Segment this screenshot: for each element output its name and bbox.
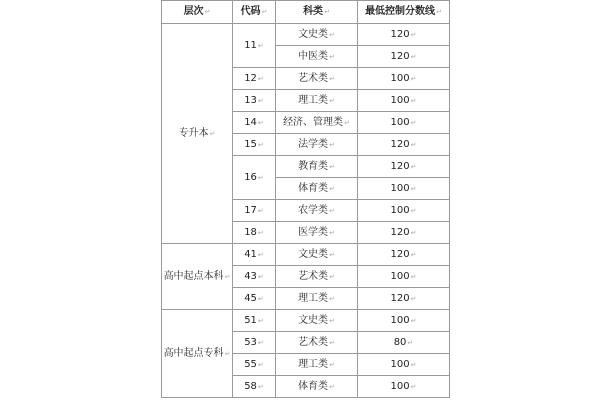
code-cell <box>233 266 276 288</box>
score-cell-text: 100 <box>390 94 410 106</box>
paragraph-mark-icon: ↵ <box>329 96 335 105</box>
paragraph-mark-icon: ↵ <box>329 30 335 39</box>
paragraph-mark-icon: ↵ <box>329 184 335 193</box>
paragraph-mark-icon: ↵ <box>257 228 264 237</box>
paragraph-mark-icon: ↵ <box>224 349 231 358</box>
score-cell-text: 120 <box>390 138 410 150</box>
score-cell-text: 100 <box>390 314 410 326</box>
code-cell <box>233 310 276 332</box>
score-cell <box>358 376 450 398</box>
code-cell-text: 14 <box>244 116 257 128</box>
paragraph-mark-icon: ↵ <box>410 74 417 83</box>
table-body <box>162 24 450 398</box>
category-cell-text: 理工类 <box>298 94 329 106</box>
category-cell <box>276 376 358 398</box>
score-cell <box>358 134 450 156</box>
score-cell <box>358 200 450 222</box>
score-cell <box>358 244 450 266</box>
category-cell-text: 理工类 <box>298 292 329 304</box>
paragraph-mark-icon: ↵ <box>329 272 335 281</box>
category-cell <box>276 112 358 134</box>
code-cell-text: 45 <box>244 292 257 304</box>
paragraph-mark-icon: ↵ <box>261 8 268 16</box>
score-cell-text: 120 <box>390 226 410 238</box>
paragraph-mark-icon: ↵ <box>257 250 264 259</box>
score-cell <box>358 90 450 112</box>
score-cell <box>358 112 450 134</box>
paragraph-mark-icon: ↵ <box>410 162 417 171</box>
category-cell <box>276 134 358 156</box>
score-cell-text: 80 <box>393 336 407 348</box>
paragraph-mark-icon: ↵ <box>204 8 211 16</box>
code-cell <box>233 288 276 310</box>
paragraph-mark-icon: ↵ <box>324 8 330 16</box>
paragraph-mark-icon: ↵ <box>257 206 264 215</box>
score-cell-text: 100 <box>390 270 410 282</box>
paragraph-mark-icon: ↵ <box>410 294 417 303</box>
table-row <box>162 244 450 266</box>
score-cell-text: 100 <box>390 116 410 128</box>
score-cell <box>358 332 450 354</box>
category-cell <box>276 310 358 332</box>
score-cell <box>358 310 450 332</box>
table-row <box>162 24 450 46</box>
category-cell-text: 法学类 <box>298 138 329 150</box>
header-category-text: 科类 <box>303 6 324 17</box>
code-cell <box>233 244 276 266</box>
paragraph-mark-icon: ↵ <box>329 52 335 61</box>
header-level <box>162 1 233 24</box>
paragraph-mark-icon: ↵ <box>329 206 335 215</box>
paragraph-mark-icon: ↵ <box>410 96 417 105</box>
category-cell-text: 艺术类 <box>298 270 329 282</box>
category-cell-text: 农学类 <box>298 204 329 216</box>
score-cell-text: 100 <box>390 182 410 194</box>
code-cell-text: 41 <box>244 248 257 260</box>
header-code-text: 代码 <box>240 6 261 17</box>
paragraph-mark-icon: ↵ <box>329 140 335 149</box>
paragraph-mark-icon: ↵ <box>329 294 335 303</box>
code-cell-text: 13 <box>244 94 257 106</box>
code-cell-text: 15 <box>244 138 257 150</box>
score-cell <box>358 156 450 178</box>
category-cell <box>276 222 358 244</box>
category-cell <box>276 266 358 288</box>
code-cell-text: 53 <box>244 336 257 348</box>
header-level-text: 层次 <box>183 6 204 17</box>
code-cell-text: 18 <box>244 226 257 238</box>
paragraph-mark-icon: ↵ <box>257 294 264 303</box>
paragraph-mark-icon: ↵ <box>410 382 417 391</box>
header-score-text: 最低控制分数线 <box>365 6 436 17</box>
paragraph-mark-icon: ↵ <box>410 52 417 61</box>
paragraph-mark-icon: ↵ <box>410 184 417 193</box>
score-cell-text: 100 <box>390 380 410 392</box>
category-cell-text: 中医类 <box>298 50 329 62</box>
category-cell <box>276 200 358 222</box>
code-cell <box>233 200 276 222</box>
paragraph-mark-icon: ↵ <box>257 96 264 105</box>
paragraph-mark-icon: ↵ <box>209 129 216 138</box>
code-cell-text: 16 <box>244 171 257 183</box>
score-cell-text: 100 <box>390 72 410 84</box>
paragraph-mark-icon: ↵ <box>329 382 335 391</box>
paragraph-mark-icon: ↵ <box>410 250 417 259</box>
category-cell <box>276 90 358 112</box>
score-cell <box>358 68 450 90</box>
category-cell <box>276 332 358 354</box>
level-cell <box>162 310 233 398</box>
code-cell <box>233 112 276 134</box>
code-cell-text: 43 <box>244 270 257 282</box>
score-cell-text: 120 <box>390 28 410 40</box>
code-cell <box>233 90 276 112</box>
score-cell <box>358 46 450 68</box>
score-cell-text: 100 <box>390 358 410 370</box>
score-cell-text: 120 <box>390 50 410 62</box>
category-cell <box>276 244 358 266</box>
level-cell-text: 专升本 <box>178 127 209 139</box>
category-cell-text: 文史类 <box>298 314 329 326</box>
category-cell <box>276 68 358 90</box>
level-cell <box>162 244 233 310</box>
table-row <box>162 310 450 332</box>
paragraph-mark-icon: ↵ <box>329 316 335 325</box>
paragraph-mark-icon: ↵ <box>257 173 264 182</box>
paragraph-mark-icon: ↵ <box>329 228 335 237</box>
paragraph-mark-icon: ↵ <box>257 272 264 281</box>
score-cell <box>358 266 450 288</box>
category-cell <box>276 24 358 46</box>
score-cell-text: 120 <box>390 160 410 172</box>
score-cell-text: 120 <box>390 248 410 260</box>
paragraph-mark-icon: ↵ <box>410 140 417 149</box>
score-cell <box>358 354 450 376</box>
category-cell <box>276 46 358 68</box>
paragraph-mark-icon: ↵ <box>257 41 264 50</box>
code-cell <box>233 222 276 244</box>
category-cell-text: 理工类 <box>298 358 329 370</box>
code-cell <box>233 376 276 398</box>
score-cell <box>358 178 450 200</box>
header-row <box>162 1 450 24</box>
paragraph-mark-icon: ↵ <box>436 8 442 16</box>
category-cell <box>276 178 358 200</box>
level-cell-text: 高中起点专科 <box>163 347 224 359</box>
paragraph-mark-icon: ↵ <box>329 250 335 259</box>
code-cell <box>233 134 276 156</box>
score-cell <box>358 288 450 310</box>
paragraph-mark-icon: ↵ <box>329 162 335 171</box>
category-cell-text: 医学类 <box>298 226 329 238</box>
code-cell <box>233 332 276 354</box>
code-cell-text: 55 <box>244 358 257 370</box>
level-cell <box>162 24 233 244</box>
code-cell-text: 17 <box>244 204 257 216</box>
code-cell-text: 12 <box>244 72 257 84</box>
paragraph-mark-icon: ↵ <box>257 74 264 83</box>
paragraph-mark-icon: ↵ <box>329 74 335 83</box>
category-cell <box>276 156 358 178</box>
category-cell-text: 体育类 <box>298 380 329 392</box>
code-cell <box>233 156 276 200</box>
paragraph-mark-icon: ↵ <box>410 272 417 281</box>
header-score <box>358 1 450 24</box>
code-cell-text: 58 <box>244 380 257 392</box>
category-cell <box>276 288 358 310</box>
category-cell-text: 教育类 <box>298 160 329 172</box>
header-category <box>276 1 358 24</box>
code-cell <box>233 354 276 376</box>
score-cell <box>358 222 450 244</box>
paragraph-mark-icon: ↵ <box>257 118 264 127</box>
code-cell <box>233 68 276 90</box>
score-table <box>161 0 450 398</box>
paragraph-mark-icon: ↵ <box>224 272 231 281</box>
paragraph-mark-icon: ↵ <box>410 228 417 237</box>
header-code <box>233 1 276 24</box>
paragraph-mark-icon: ↵ <box>257 140 264 149</box>
paragraph-mark-icon: ↵ <box>257 360 264 369</box>
paragraph-mark-icon: ↵ <box>407 338 414 347</box>
paragraph-mark-icon: ↵ <box>410 206 417 215</box>
paragraph-mark-icon: ↵ <box>329 338 335 347</box>
category-cell-text: 经济、管理类 <box>283 116 344 128</box>
paragraph-mark-icon: ↵ <box>257 316 264 325</box>
category-cell-text: 文史类 <box>298 28 329 40</box>
paragraph-mark-icon: ↵ <box>344 118 350 127</box>
category-cell-text: 体育类 <box>298 182 329 194</box>
category-cell-text: 艺术类 <box>298 72 329 84</box>
paragraph-mark-icon: ↵ <box>329 360 335 369</box>
code-cell-text: 11 <box>244 39 257 51</box>
paragraph-mark-icon: ↵ <box>410 118 417 127</box>
score-cell <box>358 24 450 46</box>
score-cell-text: 100 <box>390 204 410 216</box>
paragraph-mark-icon: ↵ <box>257 338 264 347</box>
paragraph-mark-icon: ↵ <box>410 360 417 369</box>
score-cell-text: 120 <box>390 292 410 304</box>
level-cell-text: 高中起点本科 <box>163 270 224 282</box>
paragraph-mark-icon: ↵ <box>257 382 264 391</box>
code-cell <box>233 24 276 68</box>
paragraph-mark-icon: ↵ <box>410 30 417 39</box>
paragraph-mark-icon: ↵ <box>410 316 417 325</box>
category-cell-text: 艺术类 <box>298 336 329 348</box>
category-cell-text: 文史类 <box>298 248 329 260</box>
category-cell <box>276 354 358 376</box>
code-cell-text: 51 <box>244 314 257 326</box>
